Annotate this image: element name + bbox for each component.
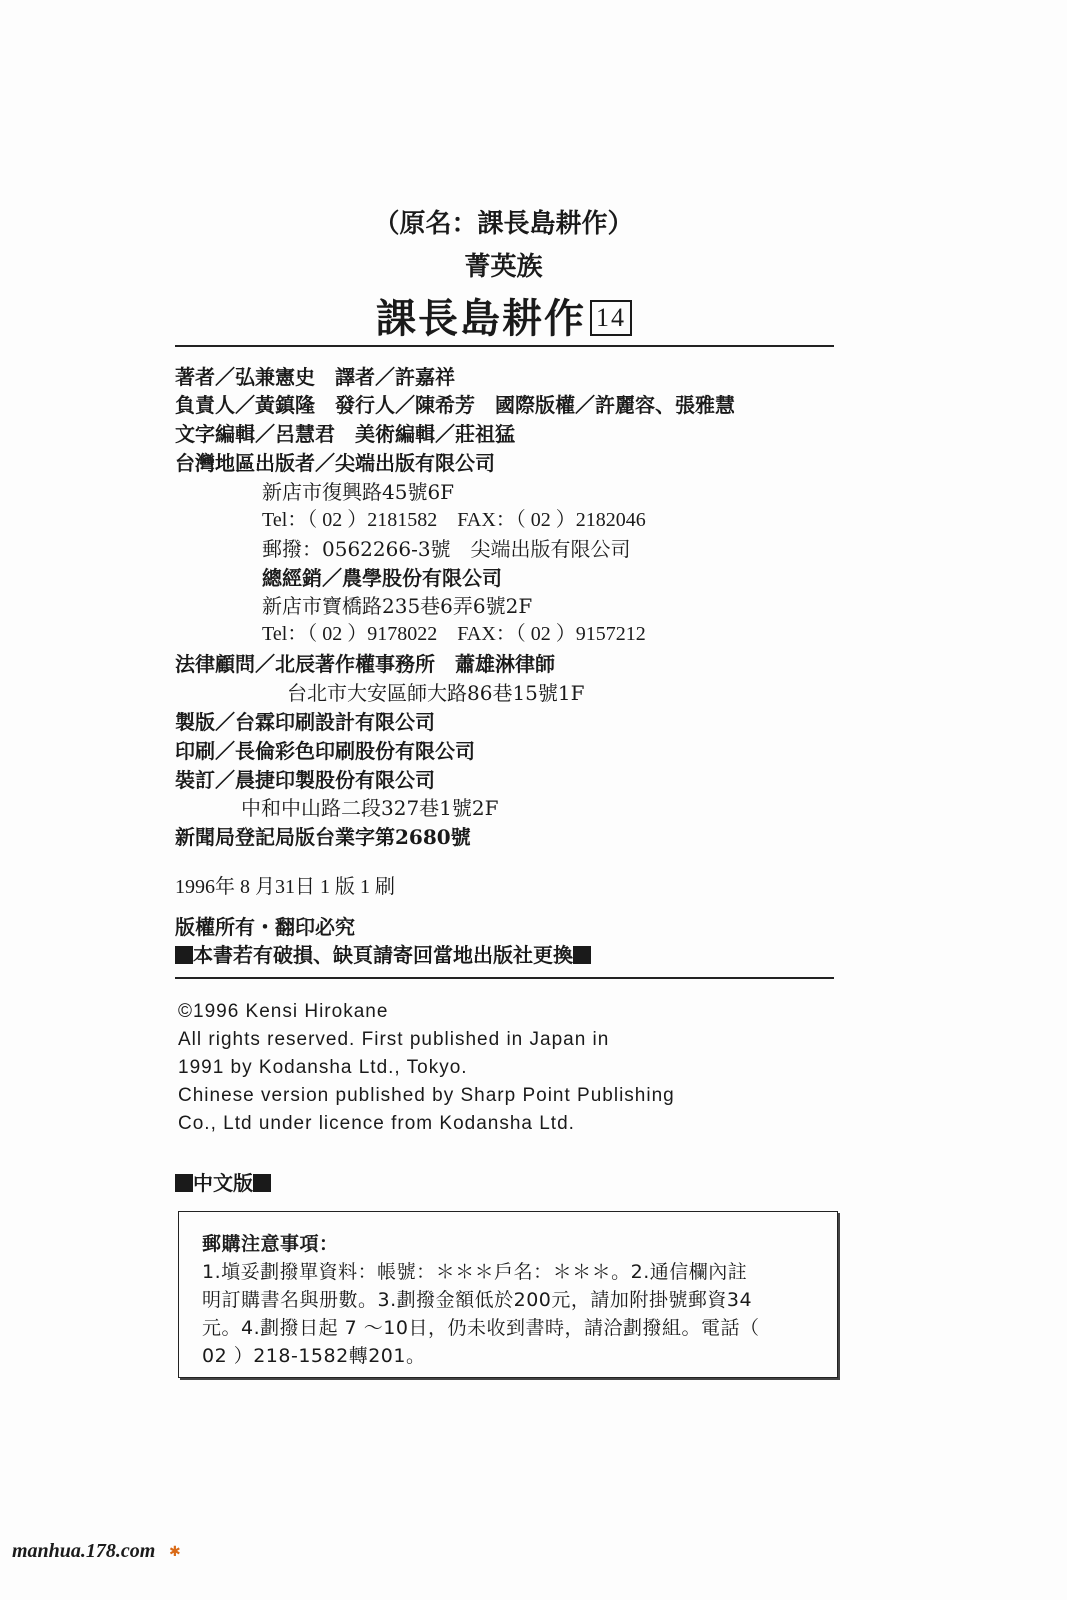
- divider-top: [175, 345, 834, 347]
- credit-publisher-staff: 負責人／黃鎮隆 發行人／陳希芳 國際版權／許麗容、張雅慧: [175, 393, 735, 417]
- black-square-icon: [175, 1174, 193, 1192]
- credit-author-translator: 著者／弘兼憲史 譯者／許嘉祥: [175, 365, 455, 389]
- publisher-postal-account: 郵撥：0562266-3號 尖端出版有限公司: [262, 537, 631, 561]
- divider-bottom: [175, 977, 834, 979]
- book-title: [376, 287, 632, 344]
- site-watermark: manhua.178.com: [12, 1540, 156, 1562]
- black-square-icon: [253, 1174, 271, 1192]
- chinese-edition-text: 中文版: [193, 1171, 253, 1195]
- volume-number: 14: [590, 300, 632, 336]
- replacement-notice: [175, 943, 591, 967]
- black-square-icon: [573, 946, 591, 964]
- credit-plate-making: 製版／台霖印刷設計有限公司: [175, 710, 435, 734]
- english-rights-line-4: Co., Ltd under licence from Kodansha Ltd.: [178, 1113, 575, 1134]
- english-rights-line-2: 1991 by Kodansha Ltd., Tokyo.: [178, 1057, 468, 1078]
- legal-counsel-address: 台北市大安區師大路86巷15號1F: [287, 681, 585, 705]
- publisher-phone-fax: Tel：（ 02 ）2181582 FAX：（ 02 ）2182046: [262, 509, 646, 531]
- notice-line-2: 明訂購書名與册數。3.劃撥金額低於200元，請加附掛號郵資34: [202, 1289, 753, 1311]
- notice-line-1: 1.塡妥劃撥單資料：帳號：＊＊＊戶名：＊＊＊。2.通信欄內註: [202, 1261, 748, 1283]
- chinese-edition-label: [175, 1171, 271, 1195]
- rights-reserved: 版權所有・翻印必究: [175, 915, 355, 939]
- english-rights-line-3: Chinese version published by Sharp Point Publishing: [178, 1085, 675, 1106]
- notice-line-3: 元。4.劃撥日起 7 ～10日，仍未收到書時，請洽劃撥組。電話（: [202, 1317, 760, 1339]
- notice-title: 郵購注意事項：: [202, 1233, 339, 1255]
- credit-editors: 文字編輯／呂慧君 美術編輯／莊祖猛: [175, 422, 515, 446]
- english-rights-line-1: All rights reserved. First published in Japan in: [178, 1029, 610, 1050]
- notice-line-4: 02 ）218-1582轉201。: [202, 1345, 426, 1367]
- registration-number: 新聞局登記局版台業字第2680號: [175, 825, 471, 849]
- publisher-address: 新店市復興路45號6F: [262, 480, 455, 504]
- distributor-address: 新店市寶橋路235巷6弄6號2F: [262, 594, 533, 618]
- black-square-icon: [175, 946, 193, 964]
- distributor: 總經銷／農學股份有限公司: [262, 566, 502, 590]
- original-title: （原名：課長島耕作）: [373, 209, 634, 239]
- distributor-phone-fax: Tel：（ 02 ）9178022 FAX：（ 02 ）9157212: [262, 623, 646, 645]
- credit-binding: 裝訂／晨捷印製股份有限公司: [175, 768, 435, 792]
- legal-counsel: 法律顧問／北辰著作權事務所 蕭雄淋律師: [175, 652, 555, 676]
- edition-date: 1996年 8 月31日 1 版 1 刷: [175, 876, 395, 898]
- credit-printing: 印刷／長倫彩色印刷股份有限公司: [175, 739, 475, 763]
- copyright-line: ©1996 Kensi Hirokane: [178, 1001, 389, 1022]
- book-title-text: 課長島耕作: [376, 295, 586, 342]
- replacement-notice-text: 本書若有破損、缺頁請寄回當地出版社更換: [193, 943, 573, 967]
- star-icon: ✱: [169, 1544, 181, 1560]
- series-name: 菁英族: [464, 252, 543, 282]
- binding-address: 中和中山路二段327巷1號2F: [241, 796, 499, 820]
- credit-taiwan-publisher: 台灣地區出版者／尖端出版有限公司: [175, 451, 495, 475]
